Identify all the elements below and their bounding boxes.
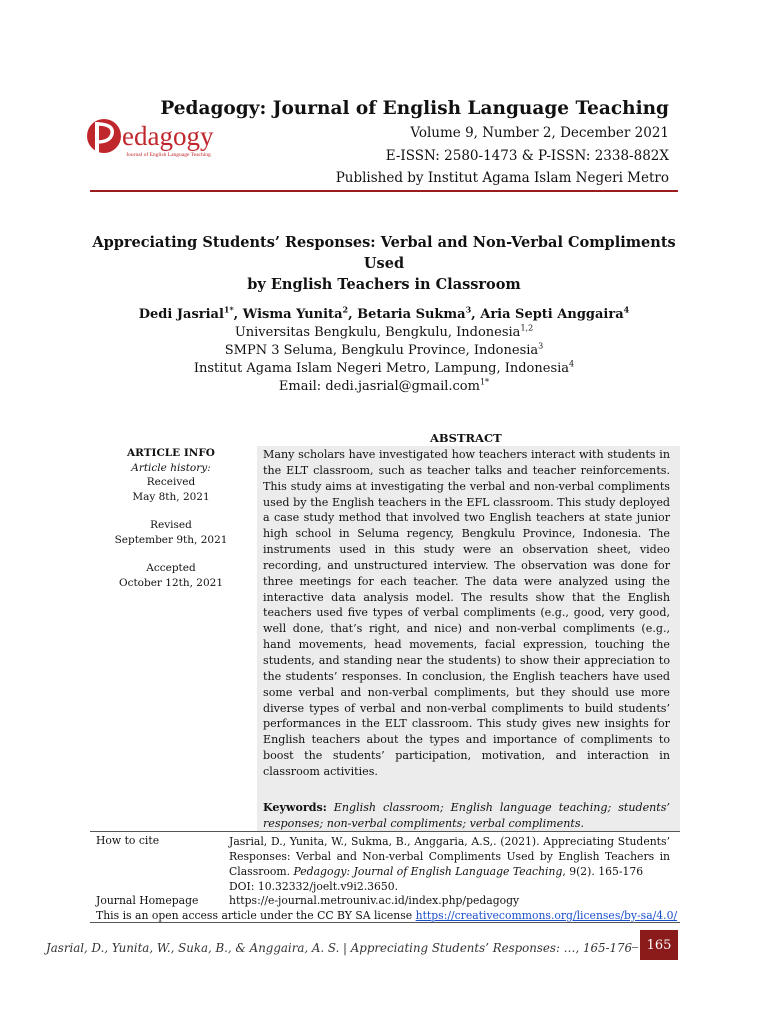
affiliation-text: Institut Agama Islam Negeri Metro, Lampung, Indonesia <box>193 361 570 376</box>
affiliation-2 <box>80 343 688 358</box>
email-text: Email: dedi.jasrial@gmail.com <box>278 379 480 394</box>
author-name: Betaria Sukma <box>357 307 466 322</box>
revised-date: September 9th, 2021 <box>114 533 228 546</box>
affiliation-3 <box>80 361 688 376</box>
affiliation-1 <box>80 325 688 340</box>
citation-doi: DOI: 10.32332/joelt.v9i2.3650. <box>229 880 399 893</box>
how-to-cite-label: How to cite <box>96 834 160 847</box>
article-info <box>98 446 244 590</box>
cite-bottom-rule <box>90 922 680 923</box>
author-sup: 4 <box>623 304 630 315</box>
author-sup: 2 <box>342 304 349 315</box>
article-title-line-2: by English Teachers in Classroom <box>247 276 521 293</box>
issn-line: E-ISSN: 2580-1473 & P-ISSN: 2338-882X <box>385 148 669 164</box>
author-sup: 3 <box>465 304 472 315</box>
page-number: 165 <box>640 930 678 960</box>
author-list: Dedi Jasrial$^{1*}$, Wisma Yunita$^2$, Betaria Sukma$^3$, Aria Septi Anggaira$^4$ <box>138 304 630 322</box>
volume-line: Volume 9, Number 2, December 2021 <box>410 125 669 141</box>
citation-journal: Pedagogy: Journal of English Language Teaching <box>293 865 563 878</box>
received-date: May 8th, 2021 <box>132 490 210 503</box>
article-title <box>80 232 688 295</box>
article-title-line-1: Appreciating Students’ Responses: Verbal and Non-Verbal Compliments Used <box>92 234 676 272</box>
cite-top-rule <box>90 831 680 832</box>
journal-homepage-label: Journal Homepage <box>96 894 199 907</box>
keywords-label: Keywords: <box>263 801 327 814</box>
affiliation-sup: 1,2 <box>520 323 534 333</box>
abstract-heading: ABSTRACT <box>430 431 502 445</box>
author-name: Wisma Yunita <box>242 307 343 322</box>
logo-tagline: Journal of English Language Teaching <box>126 152 211 158</box>
received-label: Received <box>146 476 196 488</box>
journal-title: Pedagogy: Journal of English Language Teaching <box>160 98 669 119</box>
logo-wordmark: edagogy <box>122 121 214 151</box>
affiliation-sup: 3 <box>538 341 544 351</box>
citation-text <box>229 834 670 894</box>
accepted-date: October 12th, 2021 <box>118 576 224 589</box>
citation-volume: , 9(2). 165-176 <box>562 865 644 878</box>
affiliation-sup: 4 <box>569 359 575 369</box>
abstract-text: Many scholars have investigated how teachers interact with students in the ELT classroom, such as teacher talks and teacher reinforcements. This study aims at investigating the verbal and non-verbal compliments used by the English teachers in the EFL classroom. This study deployed a case study method that involved two English teachers at state junior high school in Seluma regency, Bengkulu Province, Indonesia. The instruments used in this study were an observation sheet, video recording, and unstructured interview. The observation was done for three meetings for each teacher. The data were analyzed using the interactive data analysis model. The results show that the English teachers used five types of verbal compliments (e.g., good, very good, well done, that’s right, and nice) and non-verbal compliments (e.g., hand movements, head movements, facial expression, touching the students, and standing near the students) to show their appreciation to the students’ responses. In conclusion, the English teachers have used some verbal and non-verbal compliments, but they should use more diverse types of verbal and non-verbal compliments to build students’ performances in the ELT classroom. This study gives new insights for English teachers about the types and importance of compliments to boost the students’ participation, motivation, and interaction in classroom activities. <box>263 448 670 778</box>
affiliation-text: Universitas Bengkulu, Bengkulu, Indonesia <box>234 325 521 340</box>
citation-body: Jasrial, D., Yunita, W., Sukma, B., Anggaria, A.S,. (2021). Appreciating Students’ Responses: Verbal and Non-verbal Compliments Used by English Teachers in Classroom. <box>229 835 670 878</box>
journal-homepage-url[interactable]: https://e-journal.metrouniv.ac.id/index.php/pedagogy <box>229 894 520 907</box>
author-sup: 1* <box>223 304 234 315</box>
journal-logo <box>84 112 232 168</box>
accepted-label: Accepted <box>146 562 196 574</box>
article-info-heading: ARTICLE INFO <box>127 447 215 459</box>
header-divider <box>90 190 678 192</box>
article-history-label: Article history: <box>131 461 211 474</box>
publisher-line: Published by Institut Agama Islam Negeri Metro <box>335 170 669 186</box>
revised-label: Revised <box>150 519 192 531</box>
running-footer: Jasrial, D., Yunita, W., Suka, B., & Anggaira, A. S. | Appreciating Students’ Responses: …, 165-176 <box>40 941 632 955</box>
author-name: Dedi Jasrial <box>138 307 224 322</box>
author-name: Aria Septi Anggaira <box>480 307 624 322</box>
author-email <box>80 379 688 394</box>
email-sup: 1* <box>479 377 490 387</box>
keywords <box>263 800 670 832</box>
affiliation-text: SMPN 3 Seluma, Bengkulu Province, Indonesia <box>224 343 539 358</box>
license-link[interactable]: https://creativecommons.org/licenses/by-sa/4.0/ <box>415 909 678 922</box>
license-line <box>96 909 677 922</box>
license-text: This is an open access article under the CC BY SA license <box>96 909 416 922</box>
keywords-text: English classroom; English language teaching; students’ responses; non-verbal compliments; verbal compliments. <box>263 801 670 830</box>
